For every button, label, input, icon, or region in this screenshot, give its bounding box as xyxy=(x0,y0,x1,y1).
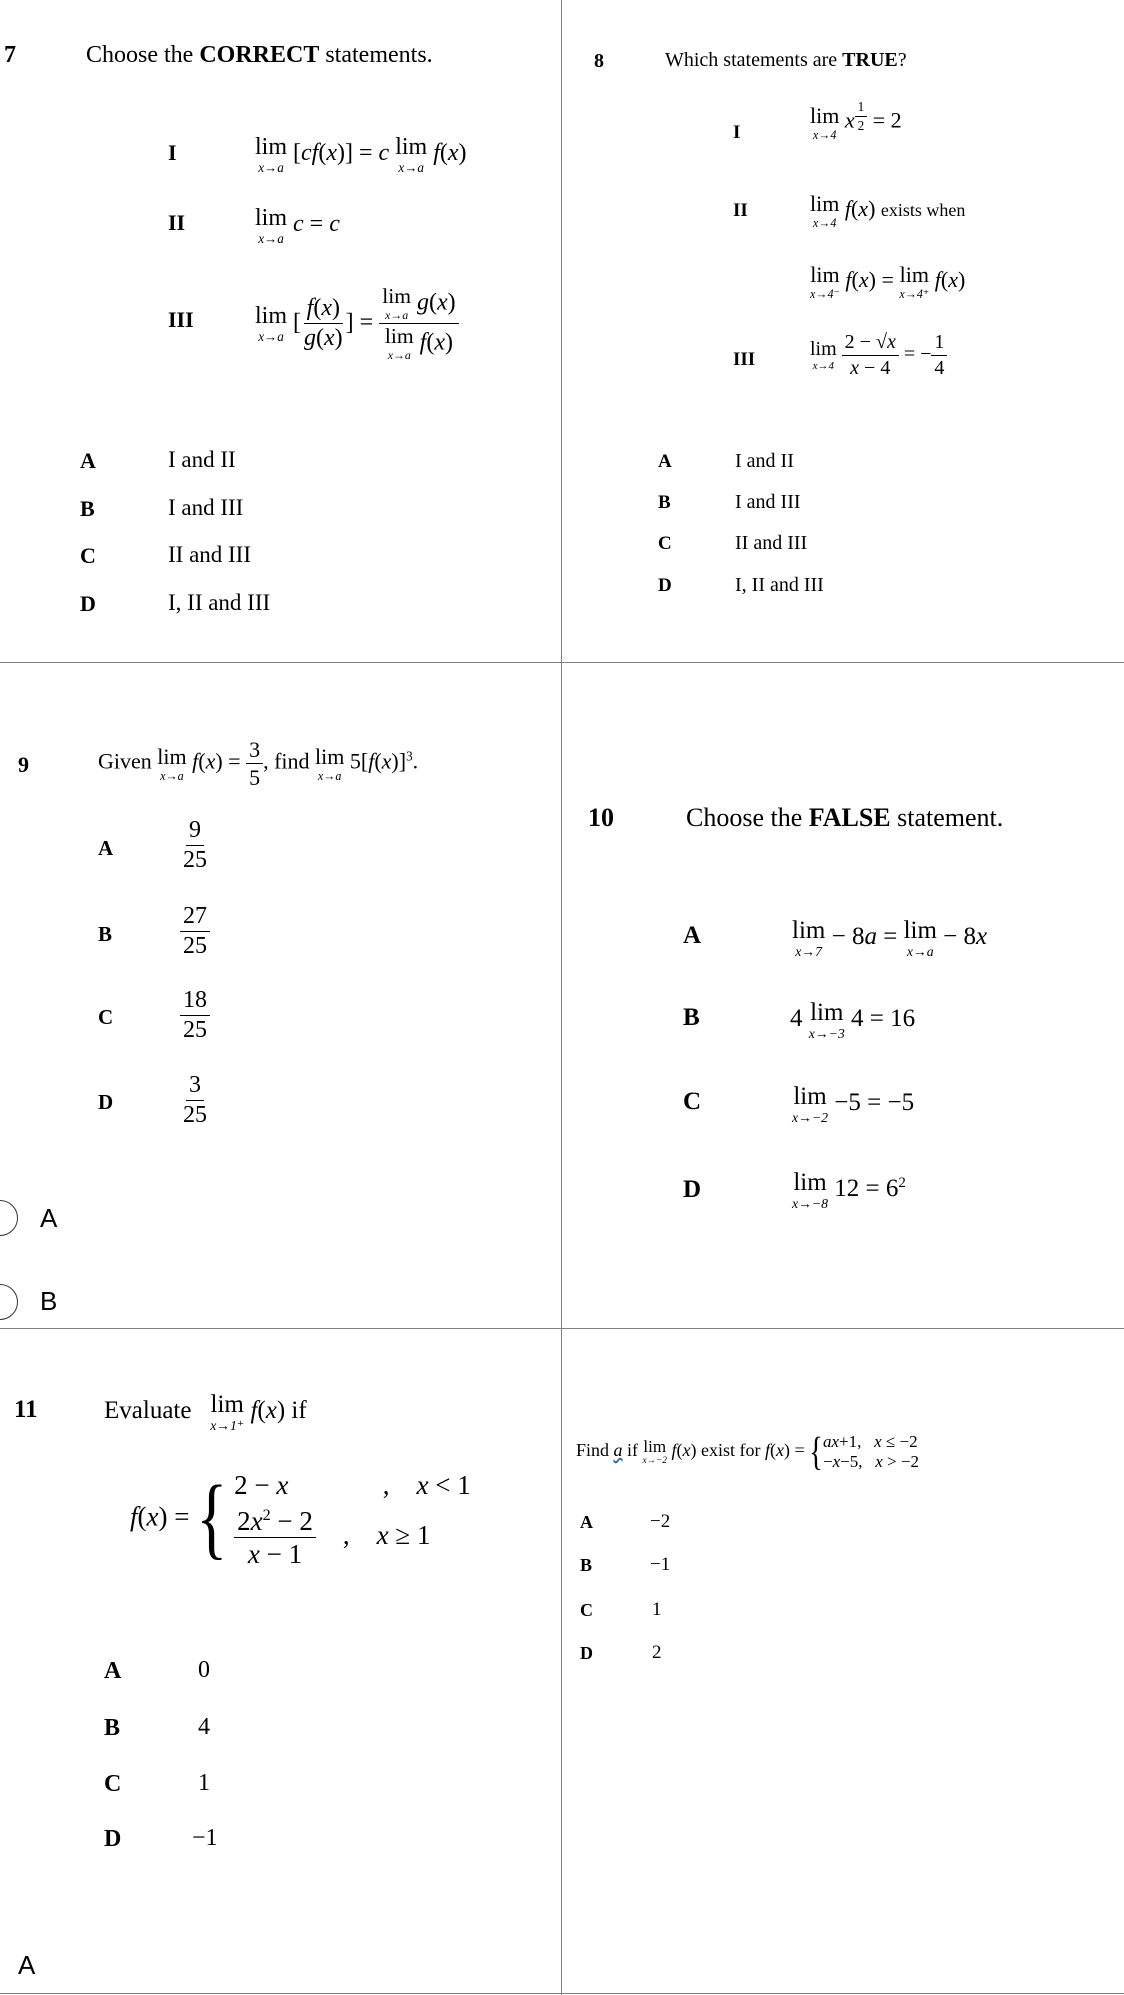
answer-radio-b[interactable] xyxy=(0,1284,18,1320)
statement-label: I xyxy=(168,140,177,165)
option-text[interactable]: 0 xyxy=(198,1657,210,1683)
option-text[interactable]: 1 xyxy=(198,1770,210,1796)
option-expression[interactable]: 4 lim x→−3 4 = 16 xyxy=(790,999,916,1041)
option-letter: C xyxy=(580,1600,593,1620)
option-expression[interactable]: lim x→−8 $12 = 6^2$ xyxy=(792,1169,906,1211)
row-divider-2 xyxy=(0,1328,1124,1329)
option-letter: D xyxy=(683,1176,702,1203)
question-stem: Given lim x→a f(x) = $\frac{3}{5}$ , find lim x→a $5[f(x)]^3$. xyxy=(98,737,419,791)
option-letter: D xyxy=(80,591,96,616)
option-letter: A xyxy=(104,1658,122,1684)
option-letter: A xyxy=(98,836,114,860)
question-number: 8 xyxy=(594,50,604,72)
statement-expression-cont: lim x→4⁻ f(x) = lim x→4⁺ f(x) xyxy=(810,262,966,301)
statement-expression: lim x→a [cf(x)] = c lim x→a f(x) xyxy=(255,134,467,175)
statement-expression: lim x→a [ $\frac{f(x)}{g(x)}$ ] = lim x→a g(x) lim x→a f(x) xyxy=(255,286,459,362)
question-stem: Choose the CORRECT statements. xyxy=(86,42,433,68)
option-text[interactable]: I and II xyxy=(168,447,236,472)
option-letter: D xyxy=(104,1826,122,1852)
statement-label: III xyxy=(733,349,756,370)
option-text[interactable]: I and II xyxy=(735,450,794,472)
statement-expression: lim x→a c = c xyxy=(255,205,340,246)
option-letter: C xyxy=(683,1088,702,1115)
option-letter: B xyxy=(580,1555,593,1575)
option-text[interactable]: −1 xyxy=(192,1825,218,1851)
statement-label: I xyxy=(733,122,741,143)
question-stem: Choose the FALSE statement. xyxy=(686,803,1004,832)
statement-label: III xyxy=(168,307,194,332)
question-number: 9 xyxy=(18,752,29,777)
option-text[interactable]: I, II and III xyxy=(168,590,271,615)
option-text[interactable]: II and III xyxy=(168,542,252,567)
option-text[interactable]: 1 xyxy=(652,1599,662,1620)
option-letter: A xyxy=(80,448,96,473)
statement-expression: lim x→4 x $^{\frac{1}{2}}$ = 2 xyxy=(810,99,902,142)
statement-label: II xyxy=(168,210,186,235)
option-letter: B xyxy=(98,922,113,946)
question-stem: Evaluate lim x→1⁺ f(x) if xyxy=(104,1391,307,1433)
answer-choice-label[interactable]: B xyxy=(40,1286,58,1316)
option-text[interactable]: I and III xyxy=(735,491,801,513)
question-stem: Find a if lim x→−2 f(x) exist for f(x) = { ax+1, x ≤ −2 −x−5, x > −2 xyxy=(576,1429,919,1474)
option-letter: C xyxy=(80,543,96,568)
option-letter: D xyxy=(98,1090,114,1114)
option-text[interactable]: I, II and III xyxy=(735,574,824,596)
question-stem: Which statements are TRUE? xyxy=(665,49,907,71)
option-text[interactable]: −1 xyxy=(650,1554,671,1575)
piecewise-function: f(x) = { 2 − x , x < 1 $\frac{2x^2 - 2}{x - 1}$ , x ≥ 1 xyxy=(130,1468,471,1570)
option-value[interactable]: $\frac{27}{25}$ xyxy=(180,904,210,959)
answer-text: A xyxy=(18,1950,36,1980)
option-letter: A xyxy=(580,1512,593,1532)
question-number: 11 xyxy=(14,1396,38,1423)
option-value[interactable]: $\frac{18}{25}$ xyxy=(180,988,210,1043)
statement-label: II xyxy=(733,200,748,221)
option-letter: D xyxy=(580,1643,593,1663)
option-letter: A xyxy=(683,922,702,949)
question-number: 7 xyxy=(4,42,16,68)
option-expression[interactable]: lim x→−2 −5 = −5 xyxy=(792,1083,915,1125)
option-text[interactable]: 4 xyxy=(198,1714,210,1740)
option-letter: C xyxy=(98,1005,114,1029)
option-letter: B xyxy=(683,1004,700,1031)
question-number: 10 xyxy=(588,803,614,832)
row-divider-1 xyxy=(0,662,1124,663)
option-letter: B xyxy=(104,1715,121,1741)
option-letter: D xyxy=(658,575,672,596)
option-text[interactable]: I and III xyxy=(168,495,244,520)
option-letter: C xyxy=(104,1771,122,1797)
option-expression[interactable]: lim x→7 − 8a = lim x→a − 8x xyxy=(792,917,988,959)
row-divider-3 xyxy=(0,1993,1124,1994)
statement-expression: lim x→4 f(x) exists when xyxy=(810,191,966,230)
column-divider xyxy=(561,0,562,1995)
option-letter: B xyxy=(80,496,95,521)
answer-choice-label[interactable]: A xyxy=(40,1203,58,1233)
option-letter: A xyxy=(658,451,672,472)
statement-expression: lim x→4 $\frac{2 - √x}{x - 4}$ = − $\frac{1}{4}$ xyxy=(810,332,947,379)
option-letter: B xyxy=(658,492,671,513)
option-letter: C xyxy=(658,533,672,554)
option-value[interactable]: $\frac{3}{25}$ xyxy=(183,1072,207,1129)
option-text[interactable]: II and III xyxy=(735,532,808,554)
answer-radio-a[interactable] xyxy=(0,1200,18,1236)
option-text[interactable]: −2 xyxy=(650,1511,671,1532)
option-value[interactable]: $\frac{9}{25}$ xyxy=(183,817,207,874)
option-text[interactable]: 2 xyxy=(652,1642,662,1663)
